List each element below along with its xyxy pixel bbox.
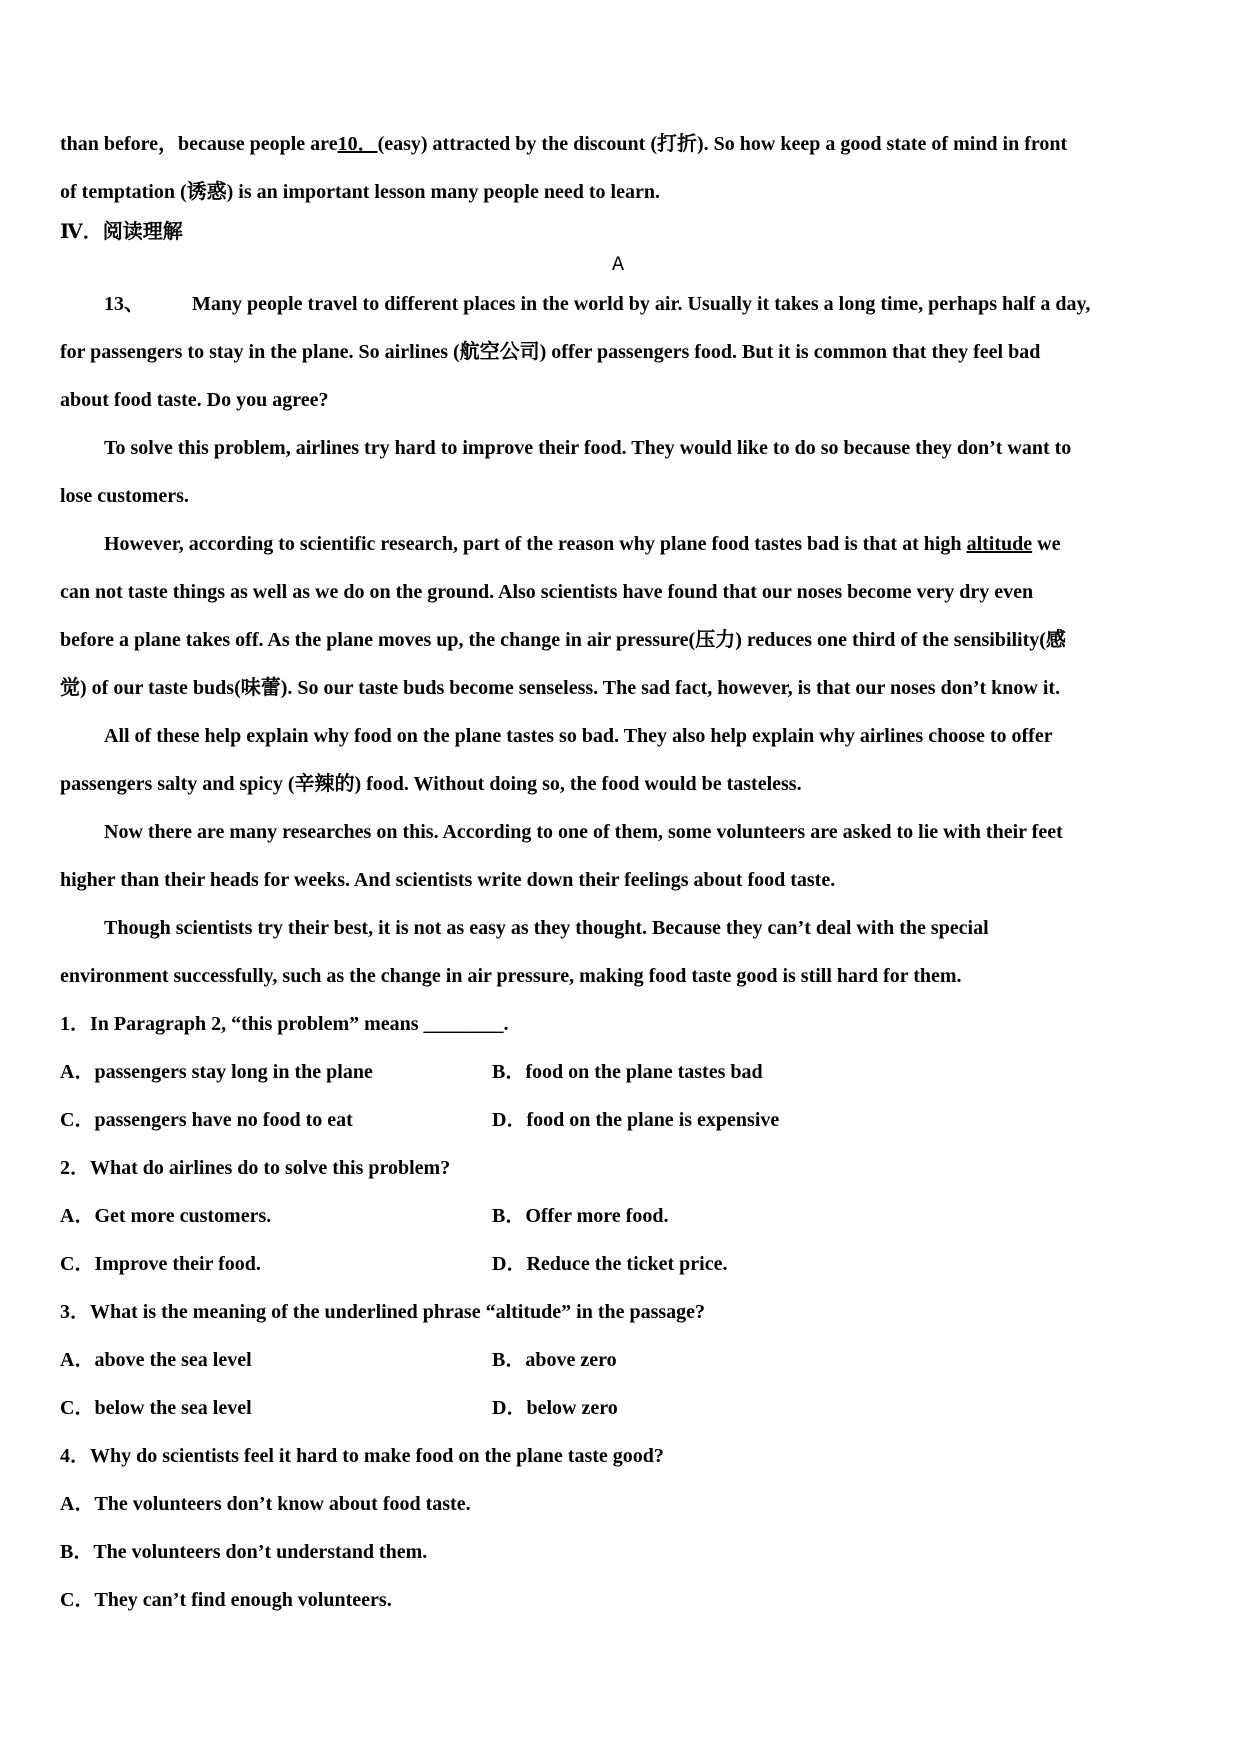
passage-line: higher than their heads for weeks. And scientists write down their feelings about food taste.	[60, 869, 836, 891]
option-d: D．food on the plane is expensive	[492, 1109, 780, 1131]
text-line	[60, 132, 1067, 156]
section-label: A	[612, 254, 625, 277]
option-b: B．Offer more food.	[492, 1205, 669, 1227]
underlined-word: altitude	[966, 533, 1033, 555]
passage-line: All of these help explain why food on the plane tastes so bad. They also help explain why airlines choose to offer	[104, 725, 1053, 747]
passage-line: for passengers to stay in the plane. So airlines (航空公司) offer passengers food. But it is common that they feel bad	[60, 341, 1041, 363]
passage-line: environment successfully, such as the change in air pressure, making food taste good is still hard for them.	[60, 965, 962, 987]
passage-line: Now there are many researches on this. According to one of them, some volunteers are asked to lie with their feet	[104, 821, 1063, 843]
passage-line: passengers salty and spicy (辛辣的) food. Without doing so, the food would be tasteless.	[60, 773, 802, 795]
option-d: D．Reduce the ticket price.	[492, 1253, 728, 1275]
passage-line: lose customers.	[60, 485, 189, 507]
passage-line: about food taste. Do you agree?	[60, 389, 329, 411]
option-c: C．passengers have no food to eat	[60, 1109, 353, 1131]
option-c: C．They can’t find enough volunteers.	[60, 1589, 392, 1611]
option-c: C．below the sea level	[60, 1397, 252, 1419]
option-b: B．The volunteers don’t understand them.	[60, 1541, 428, 1563]
text-segment: (easy) attracted by the discount (打折). So how keep a good state of mind in front	[377, 133, 1068, 155]
option-d: D．below zero	[492, 1397, 618, 1419]
option-b: B．food on the plane tastes bad	[492, 1061, 763, 1083]
option-a: A．passengers stay long in the plane	[60, 1061, 373, 1083]
option-a: A．above the sea level	[60, 1349, 252, 1371]
option-b: B．above zero	[492, 1349, 617, 1371]
option-a: A．The volunteers don’t know about food taste.	[60, 1493, 471, 1515]
passage-line: before a plane takes off. As the plane moves up, the change in air pressure(压力) reduces one third of the sensibility(感	[60, 629, 1066, 651]
text-segment: However, according to scientific research, part of the reason why plane food tastes bad is that at high	[104, 533, 967, 555]
passage-line: 觉) of our taste buds(味蕾). So our taste buds become senseless. The sad fact, however, is that our noses don’t know it.	[60, 677, 1061, 699]
text-line: of temptation (诱惑) is an important lesson many people need to learn.	[60, 181, 660, 203]
option-a: A．Get more customers.	[60, 1205, 272, 1227]
option-c: C．Improve their food.	[60, 1253, 261, 1275]
question-stem: 3．What is the meaning of the underlined phrase “altitude” in the passage?	[60, 1301, 706, 1323]
text-segment: Many people travel to different places in the world by air. Usually it takes a long time, perhaps half a day,	[192, 293, 1091, 315]
section-heading: Ⅳ．阅读理解	[60, 221, 183, 243]
passage-line	[104, 532, 1060, 556]
passage-line: To solve this problem, airlines try hard to improve their food. They would like to do so because they don’t want to	[104, 437, 1072, 459]
question-stem: 4．Why do scientists feel it hard to make food on the plane taste good?	[60, 1445, 664, 1467]
question-stem: 2．What do airlines do to solve this problem?	[60, 1157, 451, 1179]
passage-line: can not taste things as well as we do on the ground. Also scientists have found that our noses become very dry even	[60, 581, 1034, 603]
question-number: 13、	[104, 293, 144, 315]
passage-line	[104, 292, 1090, 316]
question-stem: 1．In Paragraph 2, “this problem” means ________.	[60, 1013, 509, 1035]
blank-answer-10: 10．	[337, 133, 378, 155]
text-segment: we	[1032, 533, 1061, 555]
passage-line: Though scientists try their best, it is not as easy as they thought. Because they can’t deal with the special	[104, 917, 989, 939]
text-segment: than before，because people are	[60, 133, 338, 155]
